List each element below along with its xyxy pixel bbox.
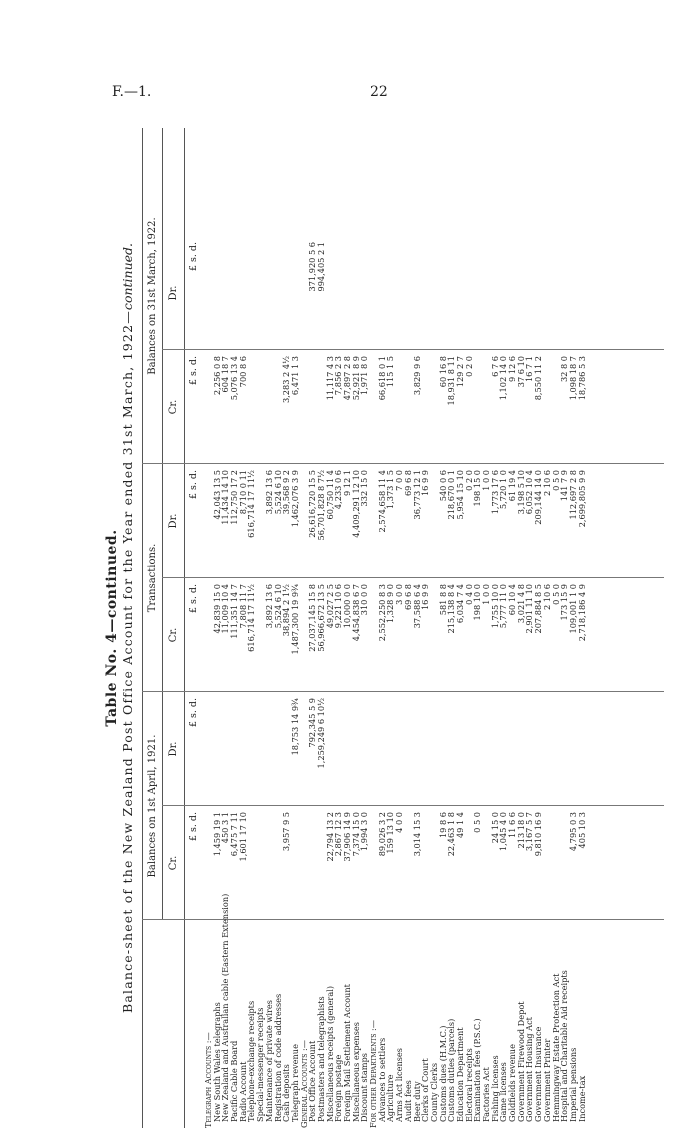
row-value: 3,829 9 6	[411, 356, 422, 396]
row-value: 42,839 15 0	[211, 584, 222, 634]
row-label: Fishing licenses	[489, 1055, 500, 1122]
row-value: 0 5 0	[550, 470, 561, 491]
row-value: 5,524 6 10	[272, 470, 283, 515]
row-value: 0 5 0	[550, 584, 561, 605]
dr-header: Dr.	[168, 513, 179, 529]
row-value: 5,954 15 10	[454, 470, 465, 520]
row-value: 5,720 1 0	[498, 470, 509, 510]
row-value: 7,374 15 0	[350, 812, 361, 857]
row-value: 1,045 4 0	[498, 812, 509, 852]
row-value: 37 6 10	[515, 356, 526, 388]
row-value: 310 0 0	[359, 584, 370, 616]
row-value: 129 2 7	[454, 356, 465, 388]
row-value: 3 0 0	[394, 584, 405, 605]
row-label: Beer duty	[411, 1081, 422, 1122]
row-label: For other Departments :—	[368, 1020, 379, 1128]
row-value: 26,616,720 15 5	[307, 470, 318, 538]
row-value: 3,892 13 6	[263, 584, 274, 629]
row-label: Examination fees (P.S.C.)	[472, 1018, 483, 1122]
row-value: 159 13 10	[385, 812, 396, 854]
row-value: 994,405 2 1	[315, 242, 326, 292]
table-title: Balance-sheet of the New Zealand Post Office Account for the Year ended 31st March, 1922—continued.	[120, 242, 135, 1014]
row-value: 215,138 8 4	[446, 584, 457, 634]
table-row	[491, 128, 500, 1128]
row-label: New South Wales telegraphs	[211, 1002, 222, 1122]
row-value: 22,794 13 2	[324, 812, 335, 862]
row-value: 4,795 0 3	[567, 812, 578, 852]
row-label: Factories Act	[481, 1067, 491, 1122]
row-value: 19 8 6	[437, 812, 448, 839]
row-value: 1 0 0	[481, 584, 491, 605]
row-value: 60,750 11 4	[324, 470, 335, 520]
row-value: 213 18 0	[515, 812, 526, 849]
row-value: 3,892 13 6	[263, 470, 274, 515]
row-value: 405 10 3	[576, 812, 587, 849]
table-row	[317, 128, 326, 1128]
row-value: 2,699,805 9 9	[576, 470, 587, 528]
row-value: 6,052 10 4	[524, 470, 535, 515]
row-value: 0 2 0	[463, 470, 474, 491]
row-label: General Accounts :—	[298, 1040, 309, 1128]
closing-balances-header: Balances on 31st March, 1922.	[147, 217, 158, 375]
table-row	[247, 128, 256, 1128]
table-row	[256, 128, 265, 1128]
opening-balances-header: Balances on 1st April, 1921.	[147, 734, 158, 878]
row-value: 11,009 10 4	[220, 584, 231, 634]
row-value: 2,867 12 3	[333, 812, 344, 857]
row-value: 112,750 17 2	[229, 470, 240, 525]
row-label: County Clerks	[428, 1062, 439, 1122]
row-value: 10,000 0 0	[342, 584, 352, 629]
cr-header: Cr.	[168, 399, 179, 415]
row-value: 207,884 8 5	[533, 584, 544, 634]
row-value: 37,906 14 9	[342, 812, 352, 862]
row-value: 0 5 0	[472, 812, 483, 833]
row-value: 4,409,291 12 10	[350, 470, 361, 538]
table-row	[334, 128, 343, 1128]
row-value: 1,459 19 1	[211, 812, 222, 857]
row-value: 2,901 11 10	[524, 584, 535, 634]
row-value: 5,076 13 4	[229, 356, 240, 401]
table-row	[465, 128, 474, 1128]
row-label: Postmasters and telegraphists	[315, 996, 326, 1122]
row-label: Miscellaneous expenses	[350, 1022, 361, 1122]
row-label: Maintenance of private wires	[263, 1000, 274, 1122]
row-value: 16 9 9	[420, 584, 431, 611]
row-label: Registration of code addresses	[272, 993, 283, 1122]
row-value: 69 6 8	[402, 584, 413, 611]
table-row	[499, 128, 508, 1128]
row-label: Pacific Cable Board	[229, 1040, 240, 1122]
title-suffix: continued.	[120, 242, 135, 311]
row-label: Radio Account	[237, 1061, 248, 1122]
table-row	[534, 128, 543, 1128]
row-value: 2,256 0 8	[211, 356, 222, 396]
row-value: 32 8 0	[559, 356, 570, 383]
row-label: Customs duties (parcels)	[446, 1018, 457, 1122]
row-value: 3,014 15 3	[411, 812, 422, 857]
table-row	[395, 128, 404, 1128]
dr-header: Dr.	[168, 285, 179, 301]
row-label: Goldfields revenue	[507, 1044, 518, 1122]
row-value: 39,568 9 2	[281, 470, 292, 515]
row-label: Discount stamps	[359, 1053, 370, 1122]
row-value: 60 16 8	[437, 356, 448, 388]
table-row	[291, 128, 300, 1128]
row-value: 112,697 2 8	[567, 470, 578, 520]
row-label: Telegraph Accounts :—	[203, 1032, 213, 1128]
row-value: 8,710 0 11	[237, 470, 248, 515]
row-label: Cash deposits	[281, 1064, 292, 1122]
table-row	[326, 128, 335, 1128]
row-label: Education Department	[454, 1027, 465, 1122]
header-rule	[184, 128, 185, 1128]
row-value: 8,550 11 2	[533, 356, 544, 401]
row-value: 1,328 9 0	[385, 584, 396, 624]
row-label: Government Printer	[541, 1038, 552, 1122]
row-value: 450 3 1	[220, 812, 231, 844]
row-value: 1,462,076 3 9	[289, 470, 300, 528]
row-value: 1,994 3 0	[359, 812, 370, 852]
row-value: 2 10 6	[541, 470, 552, 497]
row-value: 1,773 17 6	[489, 470, 500, 515]
row-value: 16 7 1	[524, 356, 535, 383]
row-value: 1,487,300 19 9¾	[289, 584, 300, 655]
row-value: 42,043 13 5	[211, 470, 222, 520]
row-label: Income-tax	[576, 1075, 587, 1122]
row-value: 198 10 0	[472, 584, 483, 621]
table-row	[578, 128, 587, 1128]
row-label: Advances to settlers	[376, 1037, 387, 1122]
table-row	[430, 128, 439, 1128]
row-value: 61 19 4	[507, 470, 518, 502]
row-value: 11 6 6	[507, 812, 518, 839]
row-label: New Zealand and Australian cable (Eastern Extension)	[220, 893, 231, 1122]
row-label: Telegraph revenue	[289, 1044, 300, 1122]
row-label: Foreign Mail Settlement Account	[342, 984, 352, 1122]
row-value: 6,034 7 4	[454, 584, 465, 624]
row-label: Imperial pensions	[567, 1047, 578, 1122]
row-label: Agriculture	[385, 1074, 396, 1122]
row-label: Customs dues (H.M.C.)	[437, 1025, 448, 1122]
table-row	[421, 128, 430, 1128]
row-value: 540 0 6	[437, 470, 448, 502]
page-section-code: F.—1.	[112, 84, 152, 100]
row-label: Hospital and Charitable Aid receipts	[559, 970, 570, 1122]
row-value: 700 8 6	[237, 356, 248, 388]
row-value: 141 7 9	[559, 470, 570, 502]
table-row	[508, 128, 517, 1128]
row-value: 89,026 3 2	[376, 812, 387, 857]
table-body	[204, 128, 586, 1128]
group-rule	[162, 128, 163, 920]
table-row	[378, 128, 387, 1128]
top-rule	[142, 128, 143, 1128]
row-label: Clerks of Court	[420, 1058, 431, 1122]
row-value: 6 7 6	[489, 356, 500, 377]
table-row	[456, 128, 465, 1128]
row-value: 52,921 8 9	[350, 356, 361, 401]
table-row	[404, 128, 413, 1128]
row-value: 1,755 10 0	[489, 584, 500, 629]
dr-header: Dr.	[168, 741, 179, 757]
row-label: Audit fees	[402, 1080, 413, 1122]
row-value: 9 12 6	[507, 356, 518, 383]
row-value: 2,552,250 8 3	[376, 584, 387, 642]
row-value: 3,283 2 4½	[281, 356, 292, 403]
row-value: 198 15 0	[472, 470, 483, 507]
row-value: 1,098 18 7	[567, 356, 578, 401]
row-value: 2,718,186 4 9	[576, 584, 587, 642]
table-row	[482, 128, 491, 1128]
cr-header: Cr.	[168, 627, 179, 643]
row-value: 604 18 7	[220, 356, 231, 393]
row-value: 66,618 0 1	[376, 356, 387, 401]
transactions-header: Transactions.	[147, 543, 158, 613]
row-label: Telephone-exchange receipts	[246, 1000, 257, 1122]
row-value: 22,463 1 8	[446, 812, 457, 857]
row-value: 38,894 2 1½	[281, 584, 292, 637]
row-value: 27,037,145 15 8	[307, 584, 318, 652]
row-value: 2 10 6	[541, 584, 552, 611]
row-label: Electoral receipts	[463, 1048, 474, 1122]
row-value: 1 0 0	[481, 470, 491, 491]
row-value: 1,601 17 10	[237, 812, 248, 862]
row-value: 209,144 14 0	[533, 470, 544, 525]
row-value: 0 4 0	[463, 584, 474, 605]
row-label: Government Housing Act	[524, 1017, 535, 1122]
table-number: Table No. 4—continued.	[104, 529, 120, 727]
row-value: 7,856 2 3	[333, 356, 344, 396]
row-value: 47,897 2 8	[342, 356, 352, 401]
row-value: 49,027 2 5	[324, 584, 335, 629]
table-row	[265, 128, 274, 1128]
row-value: 9,221 10 6	[333, 584, 344, 629]
unit-header: £ s. d.	[188, 812, 199, 842]
row-value: 7,808 11 7	[237, 584, 248, 629]
row-value: 616,714 17 11½	[246, 470, 257, 538]
row-value: 1,259,249 6 10½	[315, 698, 326, 769]
row-value: 1,102 14 0	[498, 356, 509, 401]
row-value: 16 9 9	[420, 470, 431, 497]
row-value: 2,574,658 11 4	[376, 470, 387, 533]
row-value: 371,920 5 6	[307, 242, 318, 292]
table-row	[473, 128, 482, 1128]
row-value: 56,701,828 8 7½	[315, 470, 326, 541]
row-value: 1,373 1 5	[385, 470, 396, 510]
table-row	[413, 128, 422, 1128]
row-label: Government Firewood Depot	[515, 1001, 526, 1122]
row-value: 4,233 0 6	[333, 470, 344, 510]
page-number: 22	[370, 84, 388, 100]
row-value: 7 0 0	[394, 470, 405, 491]
row-value: 24 15 0	[489, 812, 500, 844]
row-value: 18,786 5 3	[576, 356, 587, 401]
row-label: Post Office Account	[307, 1040, 318, 1122]
rotated-table-page	[104, 128, 664, 1128]
row-value: 0 2 0	[463, 356, 474, 377]
row-value: 60 10 4	[507, 584, 518, 616]
table-row	[386, 128, 395, 1128]
unit-header: £ s. d.	[188, 584, 199, 614]
unit-header: £ s. d.	[188, 356, 199, 386]
row-value: 616,714 17 11½	[246, 584, 257, 652]
row-value: 111,351 14 7	[229, 584, 240, 639]
row-label: Special-messenger receipts	[255, 1007, 266, 1122]
row-value: 6,475 7 11	[229, 812, 240, 857]
row-label: Government Insurance	[533, 1026, 544, 1122]
row-value: 4 0 0	[394, 812, 405, 833]
row-value: 69 6 8	[402, 470, 413, 497]
row-value: 109,001 1 0	[567, 584, 578, 634]
row-value: 56,966,672 13 5	[315, 584, 326, 652]
row-value: 115 1 5	[385, 356, 396, 388]
row-value: 4,454,838 6 7	[350, 584, 361, 642]
row-value: 37,588 6 4	[411, 584, 422, 629]
row-value: 18,753 14 9¾	[289, 698, 300, 756]
table-row	[360, 128, 369, 1128]
table-row	[352, 128, 361, 1128]
row-label: Hemmingway Estate Protection Act	[550, 973, 561, 1122]
row-value: 18,931 8 11	[446, 356, 457, 406]
row-value: 3,957 9 5	[281, 812, 292, 852]
row-value: 11,117 4 3	[324, 356, 335, 401]
row-value: 332 15 0	[359, 470, 370, 507]
row-value: 581 8 8	[437, 584, 448, 616]
row-value: 49 1 4	[454, 812, 465, 839]
row-label: Arms Act licenses	[394, 1048, 405, 1122]
row-value: 3,198 5 10	[515, 470, 526, 515]
row-value: 1,971 8 0	[359, 356, 370, 396]
unit-header: £ s. d.	[188, 470, 199, 500]
row-value: 6,471 1 3	[289, 356, 300, 396]
unit-header: £ s. d.	[188, 698, 199, 728]
row-label: Game licenses	[498, 1062, 509, 1122]
unit-header: £ s. d.	[188, 242, 199, 272]
row-value: 9 12 1	[342, 470, 352, 497]
cr-header: Cr.	[168, 855, 179, 871]
table-row	[447, 128, 456, 1128]
row-value: 792,345 5 9	[307, 698, 318, 748]
row-value: 3,021 4 8	[515, 584, 526, 624]
row-value: 11,434 14 10	[220, 470, 231, 525]
row-value: 5,524 6 10	[272, 584, 283, 629]
balance-sheet-table	[142, 128, 664, 1128]
row-value: 36,773 12 1	[411, 470, 422, 520]
row-label: Foreign postage	[333, 1054, 344, 1122]
row-value: 3,167 5 7	[524, 812, 535, 852]
row-value: 218,670 0 1	[446, 470, 457, 520]
row-label: Miscellaneous receipts (general)	[324, 985, 335, 1122]
table-row	[230, 128, 239, 1128]
row-value: 9,810 16 9	[533, 812, 544, 857]
row-value: 5,777 11 0	[498, 584, 509, 629]
row-value: 173 15 9	[559, 584, 570, 621]
